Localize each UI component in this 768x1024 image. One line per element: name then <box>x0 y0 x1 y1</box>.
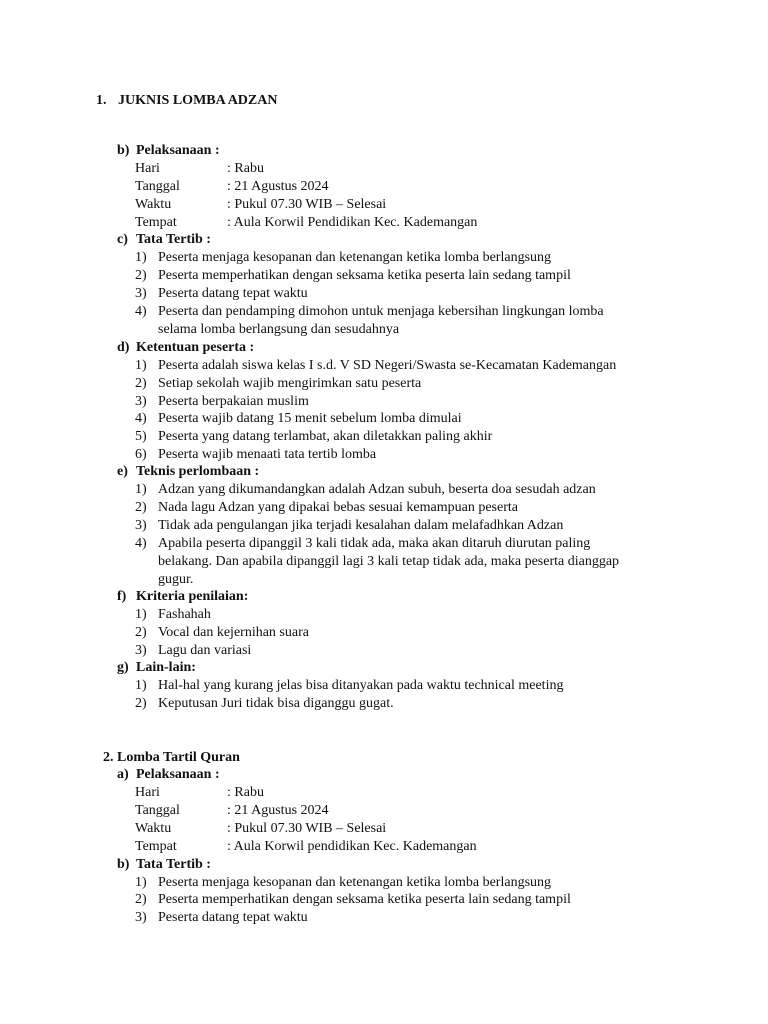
list-item: 2) Nada lagu Adzan yang dipakai bebas sesuai kemampuan peserta <box>135 500 518 515</box>
list-item: 5) Peserta yang datang terlambat, akan diletakkan paling akhir <box>135 429 493 444</box>
subsection-heading: d) Ketentuan peserta : <box>117 340 255 355</box>
info-row: Waktu : Pukul 07.30 WIB – Selesai <box>135 821 387 836</box>
list-item: 2) Peserta memperhatikan dengan seksama ketika peserta lain sedang tampil <box>135 268 571 283</box>
subsection-heading: f) Kriteria penilaian: <box>117 589 249 604</box>
info-row: Tanggal : 21 Agustus 2024 <box>135 179 329 194</box>
list-item: 1) Peserta menjaga kesopanan dan ketenangan ketika lomba berlangsung <box>135 875 552 890</box>
info-row: Hari : Rabu <box>135 785 264 800</box>
list-item-continuation: gugur. <box>158 572 194 587</box>
section-title: JUKNIS LOMBA ADZAN <box>118 93 278 108</box>
list-item: 2) Peserta memperhatikan dengan seksama ketika peserta lain sedang tampil <box>135 892 571 907</box>
list-item: 3) Peserta datang tepat waktu <box>135 286 308 301</box>
section-number: 1. <box>96 93 107 108</box>
list-item: 1) Fashahah <box>135 607 211 622</box>
list-item: 1) Adzan yang dikumandangkan adalah Adzan subuh, beserta doa sesudah adzan <box>135 482 596 497</box>
info-row: Tempat : Aula Korwil Pendidikan Kec. Kademangan <box>135 215 478 230</box>
info-row: Hari : Rabu <box>135 161 264 176</box>
subsection-heading: a) Pelaksanaan : <box>117 767 220 782</box>
subsection-heading: c) Tata Tertib : <box>117 232 211 247</box>
info-row: Waktu : Pukul 07.30 WIB – Selesai <box>135 197 387 212</box>
list-item: 6) Peserta wajib menaati tata tertib lomba <box>135 447 377 462</box>
section-1-heading <box>96 93 277 109</box>
list-item: 3) Peserta datang tepat waktu <box>135 910 308 925</box>
list-item: 4) Peserta wajib datang 15 menit sebelum lomba dimulai <box>135 411 462 426</box>
section-number: 2. <box>103 750 114 765</box>
section-title: Lomba Tartil Quran <box>117 750 240 765</box>
list-item: 3) Peserta berpakaian muslim <box>135 394 309 409</box>
list-item-continuation: selama lomba berlangsung dan sesudahnya <box>158 322 400 337</box>
list-item: 4) Apabila peserta dipanggil 3 kali tidak ada, maka akan ditaruh diurutan paling <box>135 536 591 551</box>
subsection-heading: e) Teknis perlombaan : <box>117 464 260 479</box>
subsection-heading: b) Pelaksanaan : <box>117 143 220 158</box>
list-item: 3) Lagu dan variasi <box>135 643 252 658</box>
list-item-continuation: belakang. Dan apabila dipanggil lagi 3 kali tetap tidak ada, maka peserta dianggap <box>158 554 620 569</box>
list-item: 1) Peserta menjaga kesopanan dan ketenangan ketika lomba berlangsung <box>135 250 552 265</box>
list-item: 3) Tidak ada pengulangan jika terjadi kesalahan dalam melafadhkan Adzan <box>135 518 564 533</box>
section-2-heading <box>103 750 240 766</box>
list-item: 1) Peserta adalah siswa kelas I s.d. V SD Negeri/Swasta se-Kecamatan Kademangan <box>135 358 617 373</box>
subsection-heading: g) Lain-lain: <box>117 660 196 675</box>
subsection-heading: b) Tata Tertib : <box>117 857 211 872</box>
info-row: Tempat : Aula Korwil pendidikan Kec. Kademangan <box>135 839 477 854</box>
list-item: 2) Keputusan Juri tidak bisa diganggu gugat. <box>135 696 394 711</box>
list-item: 4) Peserta dan pendamping dimohon untuk menjaga kebersihan lingkungan lomba <box>135 304 604 319</box>
list-item: 2) Setiap sekolah wajib mengirimkan satu peserta <box>135 376 422 391</box>
info-row: Tanggal : 21 Agustus 2024 <box>135 803 329 818</box>
list-item: 1) Hal-hal yang kurang jelas bisa ditanyakan pada waktu technical meeting <box>135 678 564 693</box>
list-item: 2) Vocal dan kejernihan suara <box>135 625 309 640</box>
